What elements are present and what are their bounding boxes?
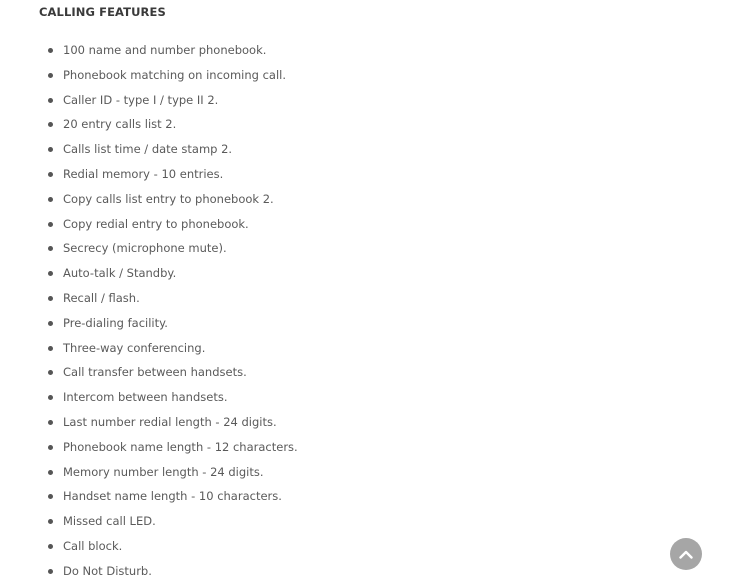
- list-item: [0, 286, 298, 311]
- bullet-icon: [48, 172, 53, 177]
- bullet-icon: [48, 370, 53, 375]
- bullet-icon: [48, 147, 53, 152]
- list-item-text: Phonebook matching on incoming call.: [63, 67, 286, 82]
- list-item: [0, 187, 298, 212]
- list-item: [0, 484, 298, 509]
- list-item: [0, 360, 298, 385]
- bullet-icon: [48, 197, 53, 202]
- list-item: [0, 460, 298, 485]
- list-item-text: Do Not Disturb.: [63, 563, 152, 578]
- list-item: [0, 311, 298, 336]
- list-item-text: Secrecy (microphone mute).: [63, 241, 227, 256]
- list-item-text: Memory number length - 24 digits.: [63, 464, 264, 479]
- list-item-text: Calls list time / date stamp 2.: [63, 142, 233, 157]
- list-item: [0, 162, 298, 187]
- list-item: [0, 385, 298, 410]
- list-item: [0, 88, 298, 113]
- bullet-icon: [48, 445, 53, 450]
- bullet-icon: [48, 321, 53, 326]
- list-item-text: 20 entry calls list 2.: [63, 117, 177, 132]
- list-item-text: Phonebook name length - 12 characters.: [63, 439, 298, 454]
- list-item-text: Recall / flash.: [63, 290, 140, 305]
- list-item: [0, 261, 298, 286]
- bullet-icon: [48, 346, 53, 351]
- bullet-icon: [48, 296, 53, 301]
- list-item: [0, 435, 298, 460]
- list-item: [0, 336, 298, 361]
- list-item-text: Auto-talk / Standby.: [63, 266, 177, 281]
- list-item-text: Caller ID - type I / type II 2.: [63, 92, 219, 107]
- bullet-icon: [48, 569, 53, 574]
- bullet-icon: [48, 98, 53, 103]
- list-item: [0, 236, 298, 261]
- scroll-to-top-button[interactable]: [670, 538, 702, 570]
- list-item-text: Three-way conferencing.: [63, 340, 206, 355]
- feature-list: [0, 38, 298, 584]
- list-item-text: Copy redial entry to phonebook.: [63, 216, 249, 231]
- list-item: [0, 410, 298, 435]
- bullet-icon: [48, 544, 53, 549]
- list-item-text: Handset name length - 10 characters.: [63, 489, 282, 504]
- bullet-icon: [48, 271, 53, 276]
- list-item-text: Call block.: [63, 538, 123, 553]
- list-item: [0, 38, 298, 63]
- bullet-icon: [48, 420, 53, 425]
- bullet-icon: [48, 470, 53, 475]
- bullet-icon: [48, 246, 53, 251]
- bullet-icon: [48, 122, 53, 127]
- bullet-icon: [48, 48, 53, 53]
- list-item-text: Intercom between handsets.: [63, 390, 228, 405]
- bullet-icon: [48, 73, 53, 78]
- list-item-text: Missed call LED.: [63, 514, 156, 529]
- list-item: [0, 212, 298, 237]
- bullet-icon: [48, 494, 53, 499]
- list-item: [0, 112, 298, 137]
- list-item: [0, 534, 298, 559]
- section-title: CALLING FEATURES: [39, 5, 166, 19]
- list-item-text: Pre-dialing facility.: [63, 315, 168, 330]
- list-item: [0, 559, 298, 584]
- list-item-text: Last number redial length - 24 digits.: [63, 414, 277, 429]
- bullet-icon: [48, 519, 53, 524]
- chevron-up-icon: [679, 550, 693, 559]
- list-item-text: Redial memory - 10 entries.: [63, 166, 224, 181]
- list-item-text: Copy calls list entry to phonebook 2.: [63, 191, 274, 206]
- bullet-icon: [48, 395, 53, 400]
- bullet-icon: [48, 222, 53, 227]
- list-item-text: Call transfer between handsets.: [63, 365, 247, 380]
- list-item: [0, 63, 298, 88]
- list-item-text: 100 name and number phonebook.: [63, 43, 267, 57]
- list-item: [0, 509, 298, 534]
- list-item: [0, 137, 298, 162]
